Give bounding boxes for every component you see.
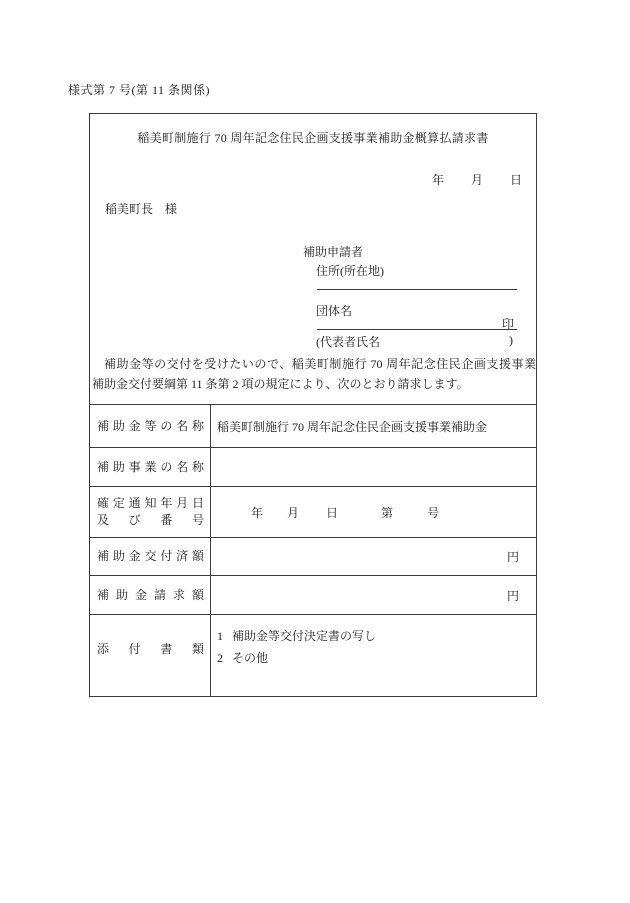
table-row-amount-paid [89, 538, 537, 576]
date-day-label: 日 [509, 173, 522, 187]
attachment-text: 補助金等交付決定書の写し [232, 629, 377, 643]
attachment-text: その他 [232, 651, 269, 665]
yen-unit-label: 円 [506, 550, 519, 564]
table-row-notice-date-number [89, 487, 537, 538]
row-value-cell [211, 405, 537, 447]
form-number-label: 様式第 7 号(第 11 条関係) [68, 83, 211, 97]
row-label-line-2: 及 び 番 号 [97, 513, 204, 527]
date-year-label: 年 [431, 173, 444, 187]
table-row-attachments [89, 615, 537, 697]
row-label: 補 助 金 等 の 名 称 [97, 418, 204, 433]
notice-number-suffix: 号 [427, 505, 440, 520]
subsidy-name-value: 稲美町制施行 70 周年記念住民企画支援事業補助金 [217, 419, 488, 434]
organization-fill-line [317, 329, 517, 330]
row-label: 補 助 金 交 付 済 額 [97, 549, 204, 563]
row-value-cell [211, 615, 537, 697]
row-value-cell [211, 576, 537, 614]
applicant-heading: 補助申請者 [303, 245, 364, 259]
attachment-number: 2 [217, 651, 223, 665]
row-label-line-1: 確 定 通 知 年 月 日 [97, 496, 204, 510]
request-table [89, 404, 537, 697]
attachment-number: 1 [217, 629, 223, 643]
notice-year-label: 年 [251, 505, 264, 520]
row-label-cell [89, 615, 211, 697]
row-label: 添 付 書 類 [97, 642, 204, 656]
form-title: 稲美町制施行 70 周年記念住民企画支援事業補助金概算払請求書 [137, 131, 489, 145]
row-label-cell [89, 448, 211, 486]
notice-month-label: 月 [287, 505, 300, 520]
row-label-cell [89, 405, 211, 447]
table-row-project-name [89, 448, 537, 487]
table-row-subsidy-name [89, 405, 537, 448]
row-value-cell [211, 538, 537, 575]
body-text-line-1: 補助金等の交付を受けたいので、稲美町制施行 70 周年記念住民企画支援事業 [104, 357, 536, 371]
representative-name-label: (代表者氏名 [316, 335, 380, 349]
form-border-box [89, 113, 537, 697]
attachment-item [217, 647, 268, 669]
date-month-label: 月 [470, 173, 483, 187]
row-label-cell [89, 487, 211, 537]
attachment-item [217, 625, 376, 647]
row-label: 補 助 金 請 求 額 [97, 587, 204, 602]
row-label: 補 助 事 業 の 名 称 [97, 459, 204, 474]
organization-name-label: 団体名 [316, 304, 353, 318]
body-text-line-2: 補助金交付要綱第 11 条第 2 項の規定により、次のとおり請求します。 [92, 377, 469, 391]
yen-unit-label: 円 [506, 588, 519, 603]
table-row-amount-claimed [89, 576, 537, 615]
row-label-cell [89, 538, 211, 575]
closing-paren: ) [509, 333, 513, 347]
address-label: 住所(所在地) [316, 264, 384, 278]
addressee-label: 稲美町長 様 [105, 202, 178, 216]
date-line [432, 171, 522, 188]
notice-day-label: 日 [326, 505, 339, 520]
notice-number-prefix: 第 [381, 505, 394, 520]
address-fill-line [317, 289, 517, 290]
seal-mark: 印 [502, 317, 515, 331]
representative-name-line [316, 333, 513, 350]
row-label-cell [89, 576, 211, 614]
row-value-cell [211, 448, 537, 486]
row-value-cell [211, 487, 537, 537]
